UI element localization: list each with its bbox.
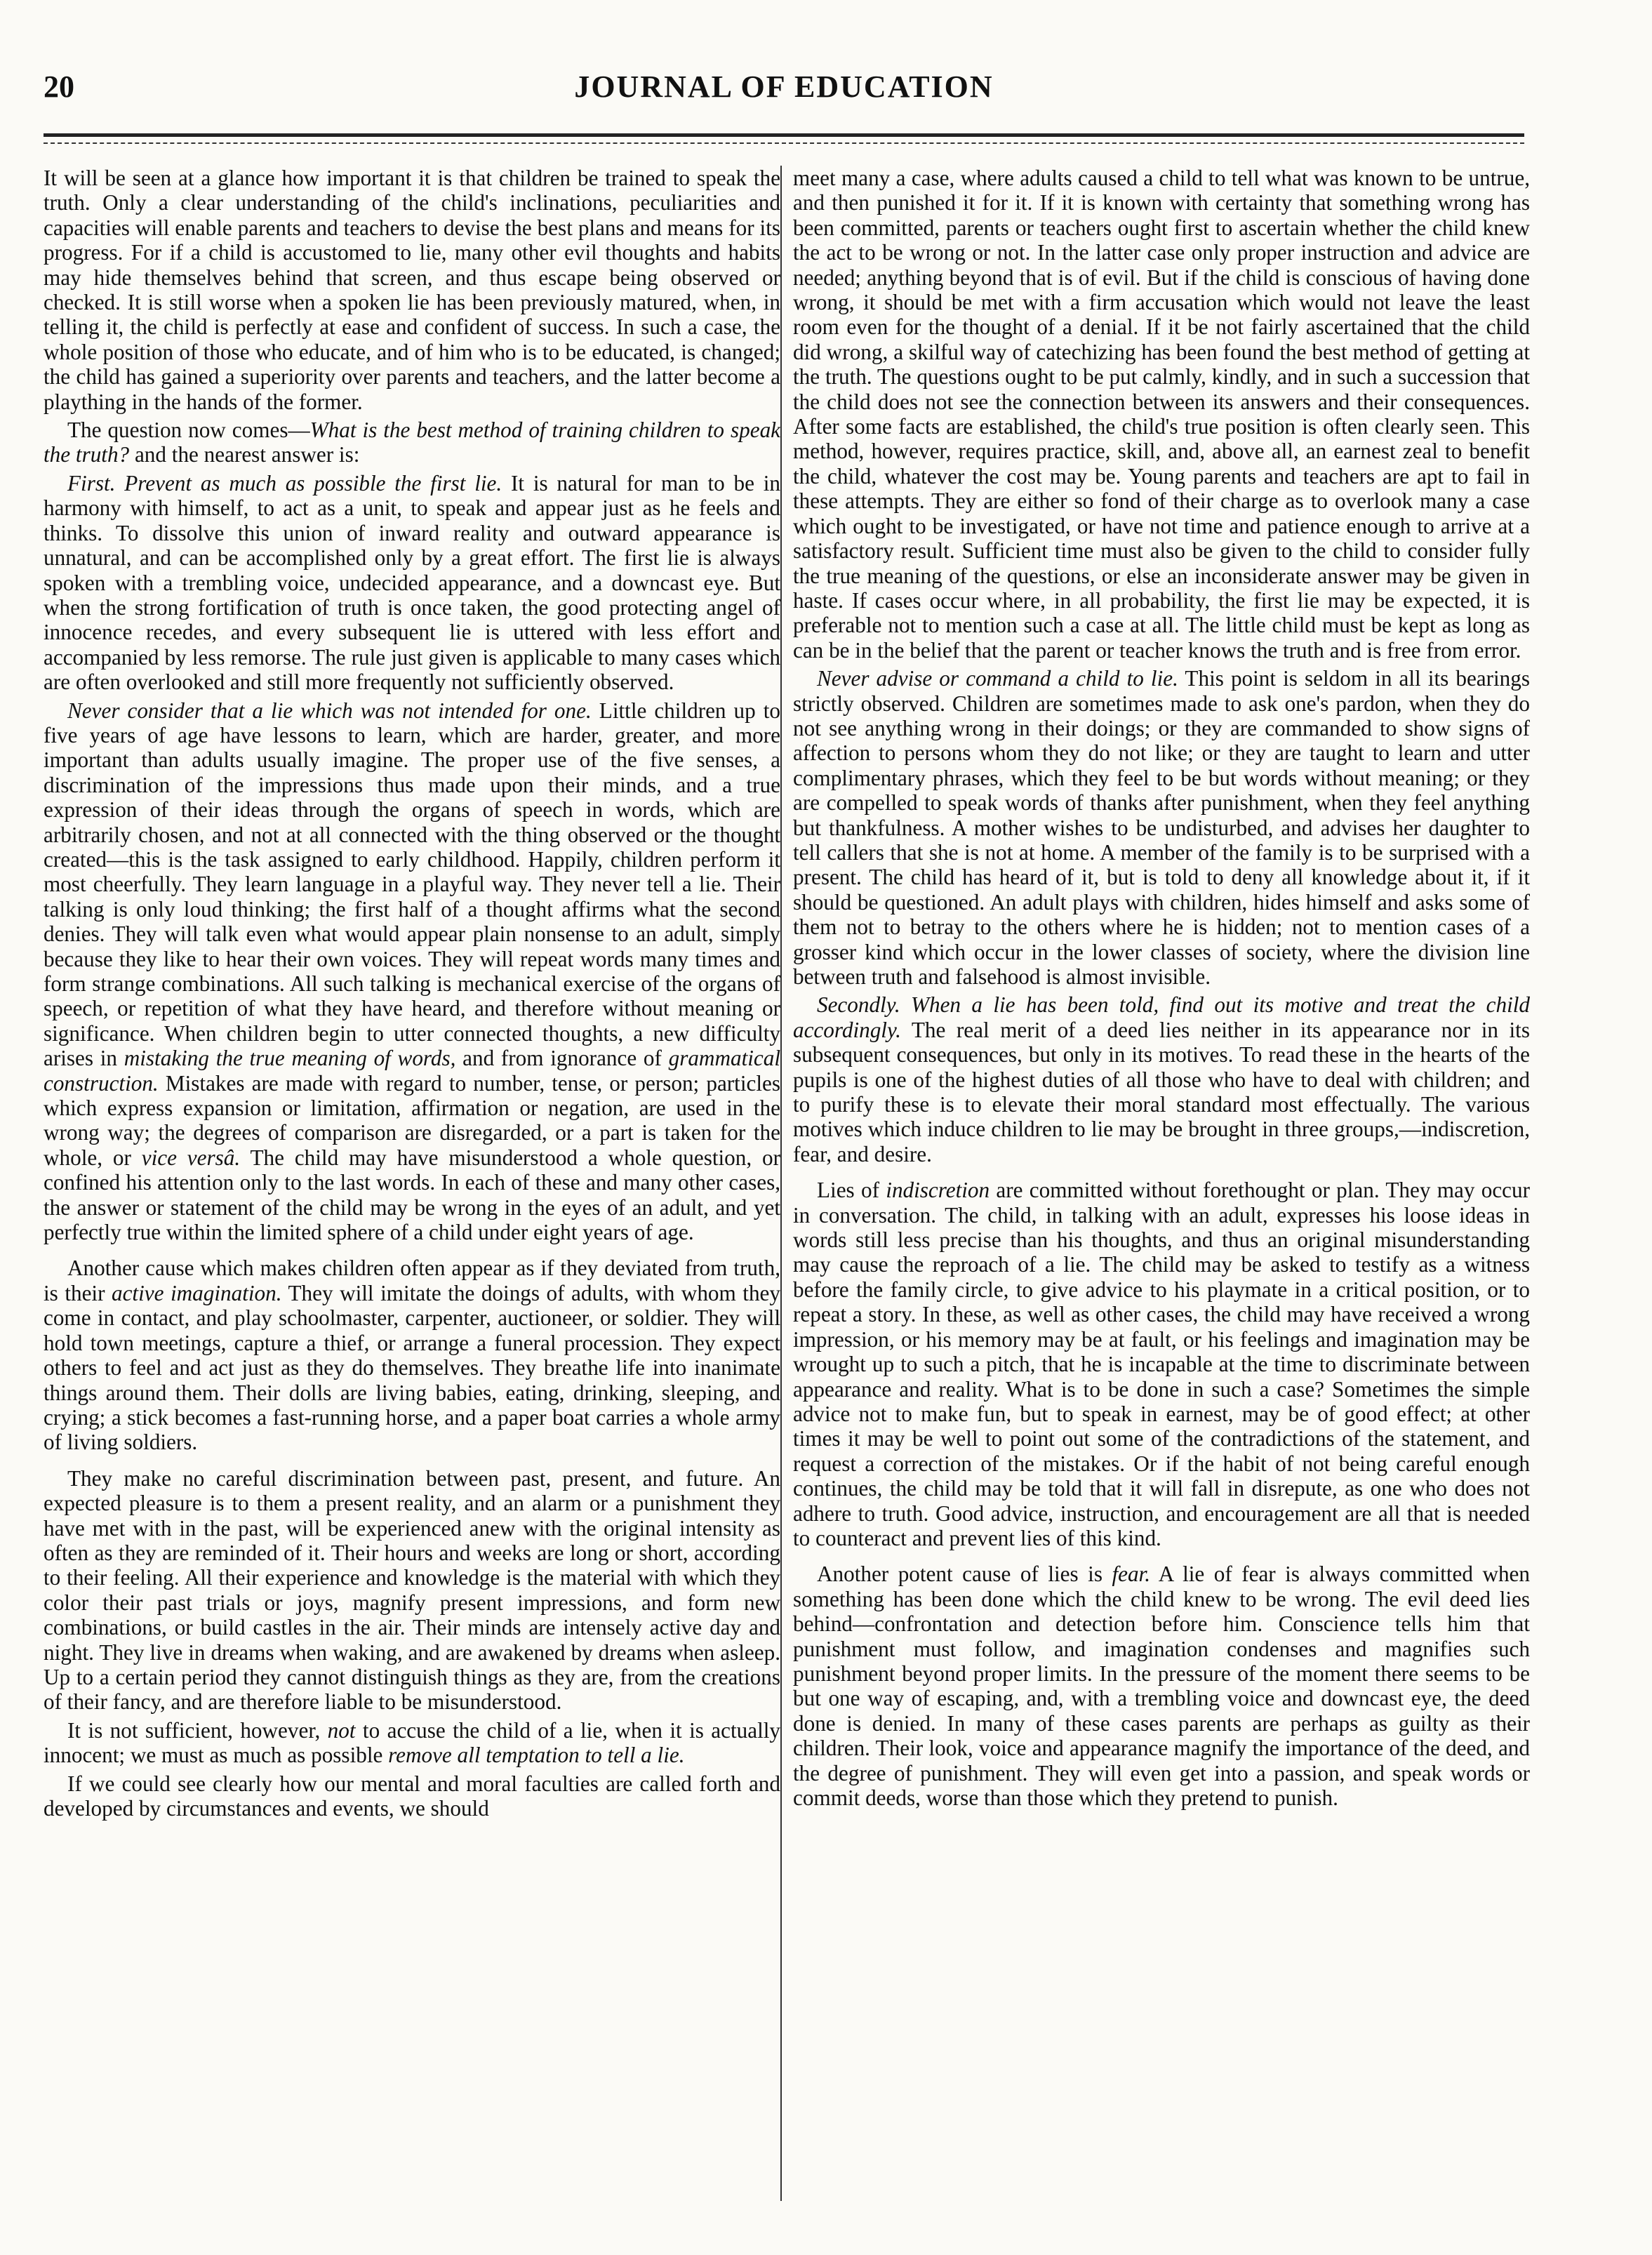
header-rule-dashed <box>44 142 1524 144</box>
paragraph-continued: meet many a case, where adults caused a child to tell what was known to be untrue, and then punished it for it. If it is known with certainty that something wrong has been committed, parents or teachers ought first to ascertain whether the child knew the act to be wrong or not. In the latter case only proper instruction and advice are needed; anything beyond that is of evil. But if the child is conscious of having done wrong, it should be met with a firm accusation which would not leave the least room even for the thought of a denial. If it be not fairly ascertained that the child did wrong, a skilful way of catechizing has been found the best method of getting at the truth. The questions ought to be put calmly, kindly, and in such a succession that the child does not see the connection between its answers and their consequences. After some facts are established, the child's true position is often clearly seen. This method, however, requires practice, skill, and, above all, an earnest zeal to benefit the child, whatever the cost may be. Young parents and teachers are apt to fail in these attempts. They are either so fond of their charge as to overlook many a case which ought to be investigated, or have not time and patience enough to arrive at a satisfactory result. Sufficient time must also be given to the child to consider fully the true meaning of the questions, or else an inconsiderate answer may be given in haste. If cases occur where, in all probability, the first lie may be expected, it is preferable not to mention such a case at all. The little child must be kept as long as can be in the belief that the parent or teacher knows the truth and is free from error. <box>793 166 1530 663</box>
paragraph-never-advise: Never advise or command a child to lie. This point is seldom in all its bearings strictly observed. Children are sometimes made to ask one's pardon, when they do not see anything wrong in their doings; or they are commanded to show signs of affection to persons whom they do not like; or they are taught to learn and utter complimentary phrases, which they feel to be but words without meaning; or they are compelled to speak words of thanks after punishment, when they feel anything but thankfulness. A mother wishes to be undisturbed, and advises her daughter to tell callers that she is not at home. A member of the family is to be surprised with a present. The child has heard of it, but is told to deny all knowledge about it, if it should be questioned. An adult plays with children, hides himself and asks some of them not to betray to the others where he is hidden; not to mention cases of a grosser kind which occur in the lower classes of society, where the division line between truth and falsehood is almost invisible. <box>793 666 1530 989</box>
paragraph-past-present-future: They make no careful discrimination between past, present, and future. An expected pleasure is to them a present reality, and an alarm or a punishment they have met with in the past, will be experienced anew with the original intensity as often as they are reminded of it. Their hours and weeks are long or short, according to their feeling. All their experience and knowledge is the material with which they color their past trials or joys, magnify present impressions, and form new combinations, or build castles in the air. Their minds are intensely active day and night. They live in dreams when waking, and are awakened by dreams when asleep. Up to a certain period they cannot distinguish things as they are, from the creations of their fancy, and are therefore liable to be misunderstood. <box>44 1465 780 1715</box>
header-rule <box>44 133 1524 137</box>
journal-title: JOURNAL OF EDUCATION <box>574 69 994 104</box>
paragraph-truth-training: It will be seen at a glance how important it is that children be trained to speak the truth. Only a clear understanding of the child's inclinations, peculiarities and capacities will enable parents and teachers to devise the best plans and means for its progress. For if a child is accustomed to lie, many other evil thoughts and habits may hide themselves behind that screen, and thus escape being observed or checked. It is still worse when a spoken lie has been previously matured, when, in telling it, the child is perfectly at ease and confident of success. In such a case, the whole position of those who educate, and of him who is to be educated, is changed; the child has gained a superiority over parents and teachers, and the latter become a plaything in the hands of the former. <box>44 166 780 414</box>
column-divider <box>780 166 782 2201</box>
paragraph-fear: Another potent cause of lies is fear. A lie of fear is always committed when something has been done which the child knew to be wrong. The evil deed lies behind—confrontation and detection before him. Conscience tells him that punishment must follow, and imagination condenses and magnifies such punishment beyond proper limits. In the pressure of the moment there seems to be but one way of escaping, and, with a trembling voice and downcast eye, the deed done is denied. In many of these cases parents are perhaps as guilty as their children. Their look, voice and appearance magnify the importance of the deed, and the degree of punishment. They will even get into a passion, and speak words or commit deeds, worse than those which they pretend to punish. <box>793 1562 1530 1810</box>
page-number: 20 <box>44 69 74 104</box>
paragraph-remove-temptation: It is not sufficient, however, not to accuse the child of a lie, when it is actually innocent; we must as much as possible remove all temptation to tell a lie. <box>44 1717 780 1768</box>
paragraph-question: The question now comes—What is the best method of training children to speak the truth? and the nearest answer is: <box>44 418 780 467</box>
paragraph-secondly: Secondly. When a lie has been told, find out its motive and treat the child accordingly. The real merit of a deed lies neither in its appearance nor in its subsequent consequences, but only in its motives. To read these in the hearts of the pupils is one of the highest duties of all those who have to deal with children; and to purify these is to elevate their moral standard most effectually. The various motives which induce children to lie may be brought in three groups,—indiscretion, fear, and desire. <box>793 992 1530 1166</box>
page-header <box>44 69 1524 125</box>
paragraph-never-consider: Never consider that a lie which was not intended for one. Little children up to five years of age have lessons to learn, which are harder, greater, and more important than adults usually imagine. The proper use of the five senses, a discrimination of the impressions thus made upon their minds, and a true expression of their ideas through the organs of speech in words, which are arbitrarily chosen, and not at all connected with the thing observed or the thought created—this is the task assigned to early childhood. Happily, children perform it most cheerfully. They learn language in a playful way. They never tell a lie. Their talking is only loud thinking; the first half of a thought affirms what the second denies. They will talk even what would appear plain nonsense to an adult, simply because they like to hear their own voices. They will repeat words many times and form strange combinations. All such talking is mechanical exercise of the organs of speech, or repetition of what they have heard, and therefore without meaning or significance. When children begin to utter connected thoughts, a new difficulty arises in mistaking the true meaning of words, and from ignorance of grammatical construction. Mistakes are made with regard to number, tense, or person; particles which express expansion or limitation, affirmation or negation, are used in the wrong way; the degrees of comparison are disregarded, or a part is taken for the whole, or vice versâ. The child may have misunderstood a whole question, or confined his attention only to the last words. In each of these and many other cases, the answer or statement of the child may be wrong in the eyes of an adult, and yet perfectly true within the limited sphere of a child under eight years of age. <box>44 698 780 1245</box>
paragraph-first-rule: First. Prevent as much as possible the first lie. It is natural for man to be in harmony with himself, to act as a unit, to speak and appear just as he feels and thinks. To dissolve this union of inward reality and outward appearance is unnatural, and can be accomplished only by a great effort. The first lie is always spoken with a trembling voice, undecided appearance, and a downcast eye. But when the strong fortification of truth is once taken, the good protecting angel of innocence recedes, and every subsequent lie is uttered with less effort and accompanied by less remorse. The rule just given is applicable to many cases which are often overlooked and still more frequently not sufficiently observed. <box>44 470 780 695</box>
paragraph-indiscretion: Lies of indiscretion are committed without forethought or plan. They may occur in conversation. The child, in talking with an adult, expresses his loose ideas in words still less precise than his thoughts, and thus an original misunderstanding may cause the reproach of a lie. The child may be asked to testify as a witness before the family circle, to give advice to his playmate in a critical position, or to repeat a story. In these, as well as other cases, the child may have received a wrong impression, or his memory may be at fault, or his feelings and imagination may be wrought up to such a pitch, that he is incapable at the time to discriminate between appearance and reality. What is to be done in such a case? Sometimes the simple advice not to make fun, but to speak in earnest, may be of good effect; at other times it may be well to point out some of the contradictions of the statement, and request a correction of the mistakes. Or if the habit of not being careful enough continues, the child may be told that it will fall in disrepute, as one who does not adhere to truth. Good advice, instruction, and encouragement are all that is needed to counteract and prevent lies of this kind. <box>793 1178 1530 1550</box>
paragraph-imagination: Another cause which makes children often appear as if they deviated from truth, is their active imagination. They will imitate the doings of adults, with whom they come in contact, and play schoolmaster, carpenter, auctioneer, or soldier. They will hold town meetings, capture a thief, or arrange a funeral procession. They expect others to feel and act just as they do themselves. They breathe life into inanimate things around them. Their dolls are living babies, eating, drinking, sleeping, and crying; a stick becomes a fast-running horse, and a paper boat carries a whole army of living soldiers. <box>44 1256 780 1455</box>
left-column <box>44 166 780 2211</box>
paragraph-mental-faculties: If we could see clearly how our mental and moral faculties are called forth and developed by circumstances and events, we should <box>44 1771 780 1821</box>
right-column <box>793 166 1530 2211</box>
